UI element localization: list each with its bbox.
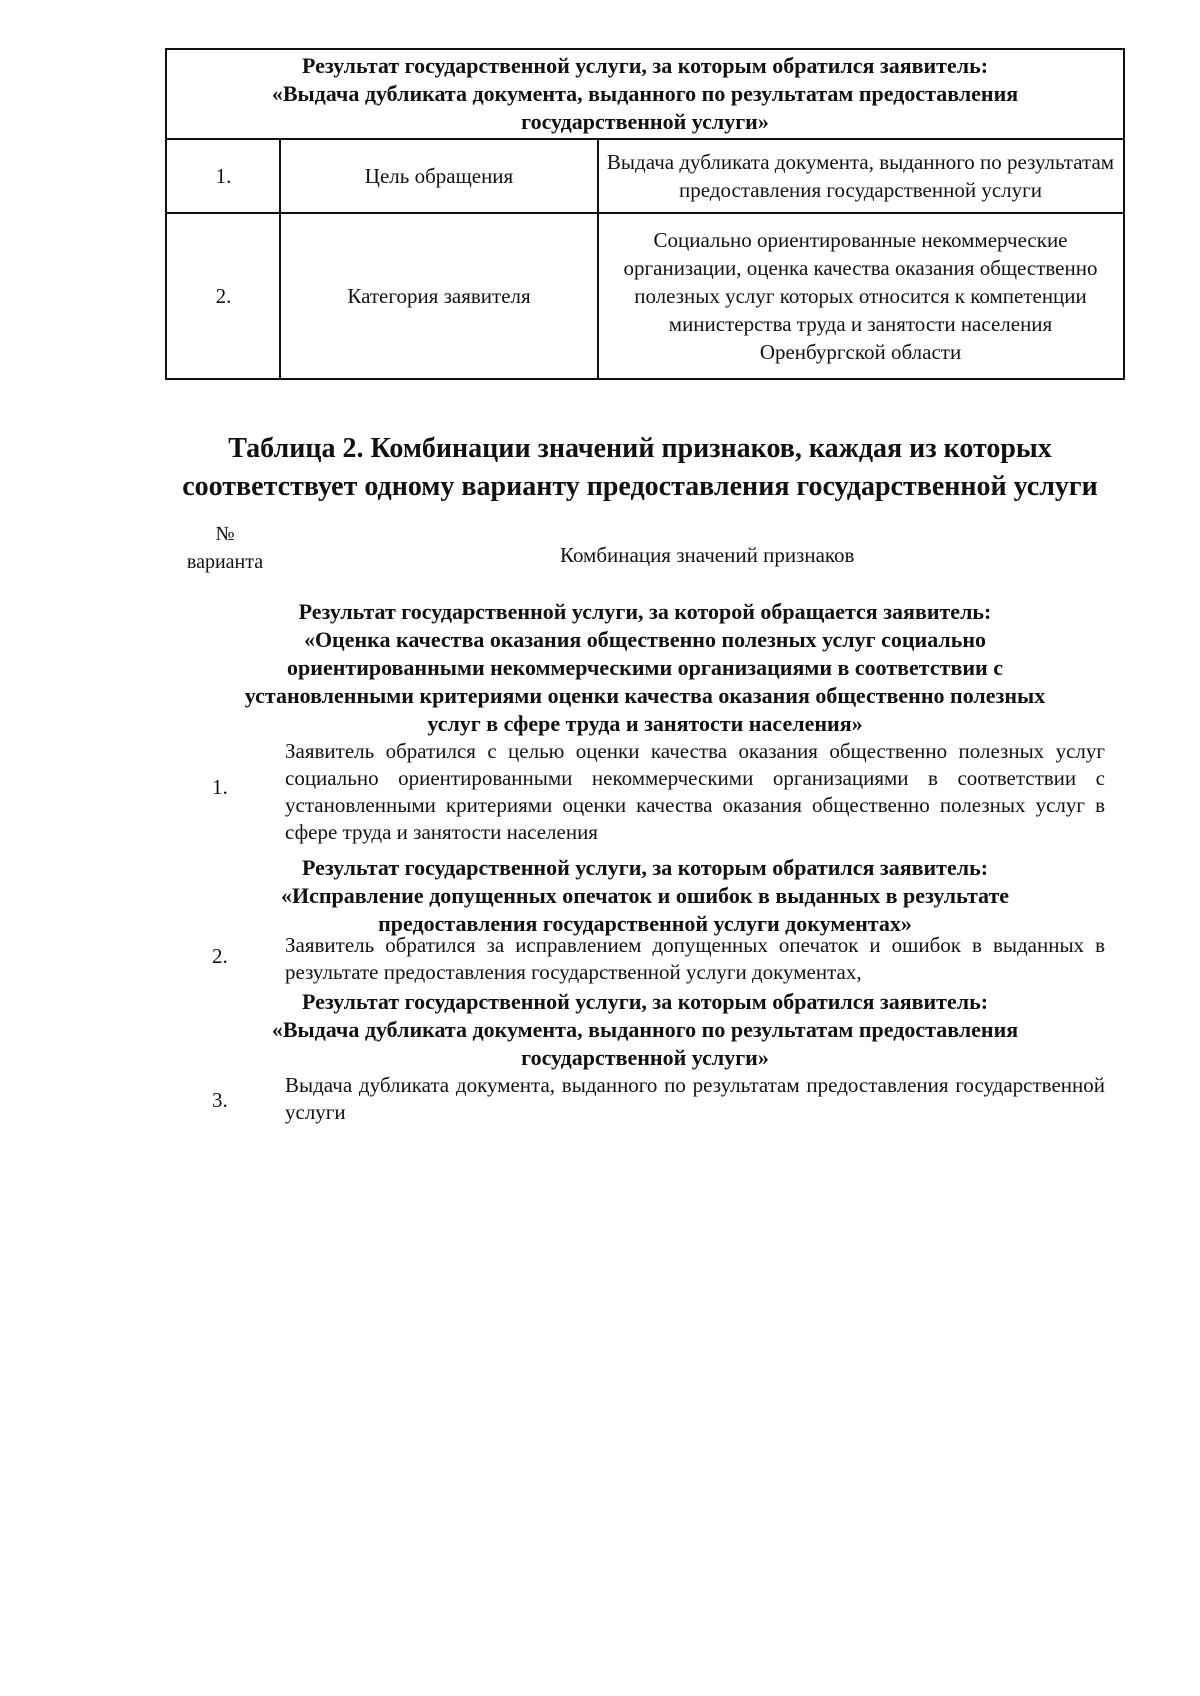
section-heading-line: «Исправление допущенных опечаток и ошибок в выданных в результате — [280, 883, 1010, 908]
table2-title — [150, 430, 1130, 506]
column-header-line: варианта — [186, 551, 264, 573]
variant-description: Заявитель обратился с целью оценки качества оказания общественно полезных услуг социально ориентированными некоммерческими организациями в соответствии с установленными критериями оценки качества оказания общественно полезных услуг в сфере труда и занятости населения — [285, 739, 1105, 844]
section-heading-line: Результат государственной услуги, за которым обратился заявитель: — [301, 989, 989, 1014]
table-header-line: «Выдача дубликата документа, выданного по результатам предоставления — [271, 81, 1019, 106]
section-heading-line: Результат государственной услуги, за которой обращается заявитель: — [298, 599, 992, 624]
column-header-combination: Комбинация значений признаков — [560, 543, 855, 567]
row-number: 2. — [215, 283, 232, 308]
section-heading-line: ориентированными некоммерческими организациями в соответствии с — [287, 655, 1003, 680]
variant-number: 1. — [212, 775, 228, 799]
service-result-table — [165, 48, 1125, 380]
section-heading — [165, 854, 1125, 938]
variant-description: Заявитель обратился за исправлением допущенных опечаток и ошибок в выданных в результате предоставления государственной услуги документах, — [285, 933, 1105, 984]
table2-title-line: Таблица 2. Комбинации значений признаков, каждая из которых — [228, 433, 1052, 464]
row-value: Социально ориентированные некоммерческие организации, оценка качества оказания общественно полезных услуг которых относится к компетенции министерства труда и занятости населения Оренбургской области — [623, 228, 1098, 364]
column-header-line: № — [215, 523, 235, 545]
section-heading — [165, 598, 1125, 738]
table-header-line: Результат государственной услуги, за которым обратился заявитель: — [301, 53, 989, 78]
section-heading-line: установленными критериями оценки качества оказания общественно полезных — [244, 683, 1046, 708]
row-value: Выдача дубликата документа, выданного по результатам предоставления государственной услуги — [606, 150, 1115, 202]
section-heading-line: государственной услуги» — [521, 1045, 769, 1070]
variant-number: 3. — [212, 1088, 228, 1112]
section-heading — [165, 988, 1125, 1072]
section-heading-line: Результат государственной услуги, за которым обратился заявитель: — [301, 855, 989, 880]
table2-title-line: соответствует одному варианту предоставления государственной услуги — [182, 471, 1098, 502]
section-heading-line: предоставления государственной услуги документах» — [378, 911, 912, 936]
table-row — [167, 214, 1123, 378]
column-header-variant-number — [175, 520, 275, 576]
section-heading-line: «Оценка качества оказания общественно полезных услуг социально — [303, 627, 987, 652]
row-number: 1. — [215, 163, 232, 188]
table-row — [167, 140, 1123, 212]
variant-description: Выдача дубликата документа, выданного по результатам предоставления государственной услуги — [285, 1073, 1105, 1124]
variant-number: 2. — [212, 944, 228, 968]
row-label: Цель обращения — [364, 163, 514, 188]
section-heading-line: «Выдача дубликата документа, выданного по результатам предоставления — [271, 1017, 1019, 1042]
section-heading-line: услуг в сфере труда и занятости населения» — [427, 711, 863, 736]
table-header-line: государственной услуги» — [521, 109, 769, 134]
row-label: Категория заявителя — [347, 283, 531, 308]
table-header — [167, 50, 1123, 138]
